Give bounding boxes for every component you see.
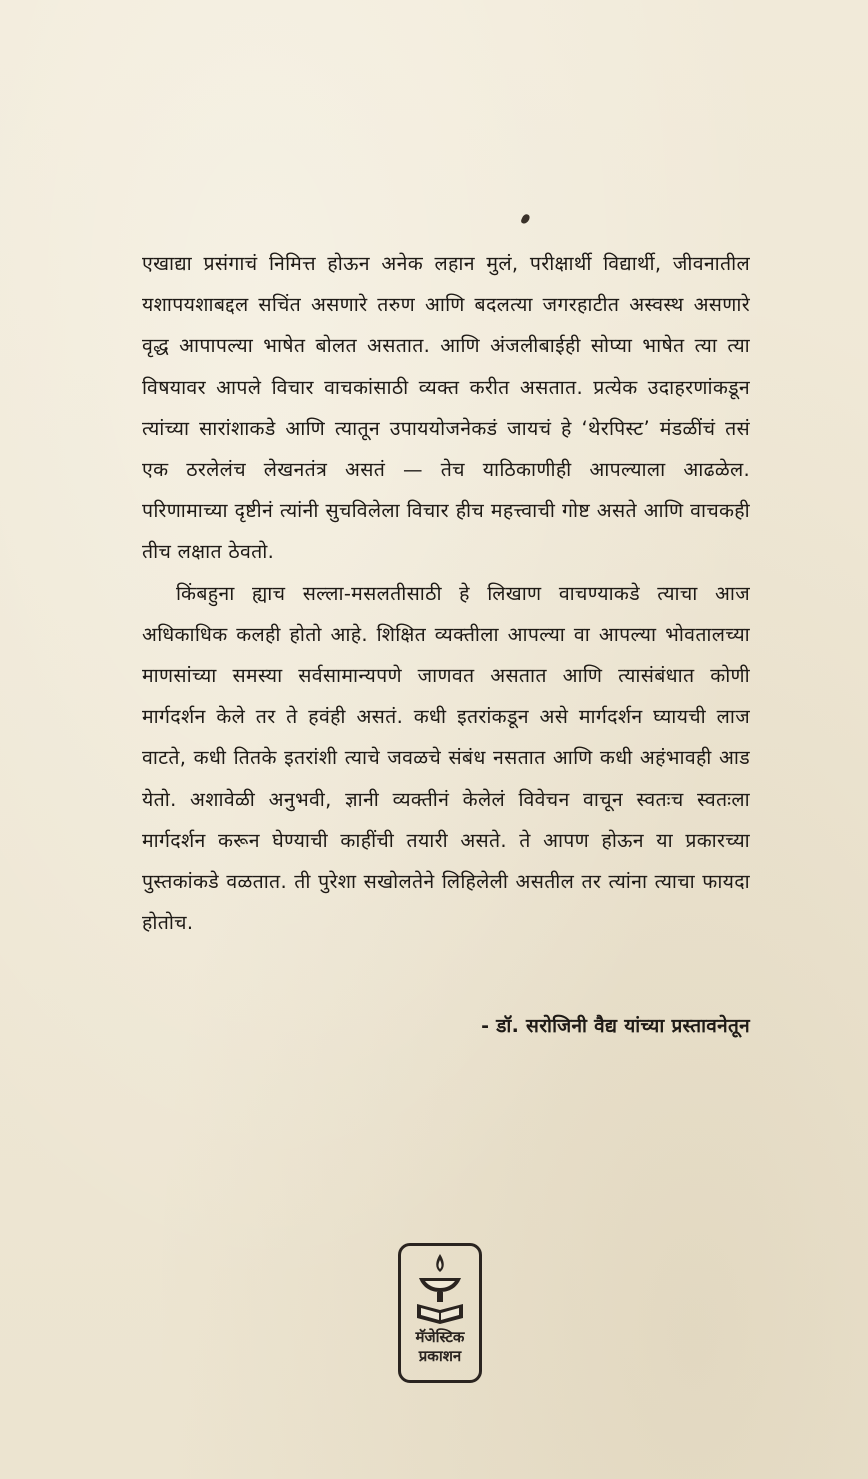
logo-text-line-1: मॅजेस्टिक [415, 1328, 465, 1346]
logo-text-line-2: प्रकाशन [418, 1347, 462, 1365]
publisher-logo [398, 1243, 482, 1383]
blurb-text [142, 243, 750, 943]
attribution-line: - डॉ. सरोजिनी वैद्य यांच्या प्रस्तावनेतून [481, 1015, 750, 1037]
blurb-paragraph-1: एखाद्या प्रसंगाचं निमित्त होऊन अनेक लहान मुलं, परीक्षार्थी विद्यार्थी, जीवनातील यशापयशाबद्दल सचिंत असणारे तरुण आणि बदलत्या जगरहाटीत अस्वस्थ असणारे वृद्ध आपापल्या भाषेत बोलत असतात. आणि अंजलीबाईही सोप्या भाषेत त्या त्या विषयावर आपले विचार वाचकांसाठी व्यक्त करीत असतात. प्रत्येक उदाहरणांकडून त्यांच्या सारांशाकडे आणि त्यातून उपाययोजनेकडं जायचं हे ‘थेरपिस्ट’ मंडळींचं तसं एक ठरलेलंच लेखनतंत्र असतं — तेच याठिकाणीही आपल्याला आढळेल. परिणामाच्या दृष्टीनं त्यांनी सुचविलेला विचार हीच महत्त्वाची गोष्ट असते आणि वाचकही तीच लक्षात ठेवतो. [142, 252, 750, 564]
blurb-paragraph-2: किंबहुना ह्याच सल्ला-मसलतीसाठी हे लिखाण वाचण्याकडे त्याचा आज अधिकाधिक कलही होतो आहे. शिक्षित व्यक्तीला आपल्या वा आपल्या भोवतालच्या माणसांच्या समस्या सर्वसामान्यपणे जाणवत असतात आणि त्यासंबंधात कोणी मार्गदर्शन केले तर ते हवंही असतं. कधी इतरांकडून असे मार्गदर्शन घ्यायची लाज वाटते, कधी तितके इतरांशी त्याचे जवळचे संबंध नसतात आणि कधी अहंभावही आड येतो. अशावेळी अनुभवी, ज्ञानी व्यक्तीनं केलेलं विवेचन वाचून स्वतःच स्वतःला मार्गदर्शन करून घेण्याची काहींची तयारी असते. ते आपण होऊन या प्रकारच्या पुस्तकांकडे वळतात. ती पुरेशा सखोलतेने लिहिलेली असतील तर त्यांना त्याचा फायदा होतोच. [142, 581, 750, 935]
ink-speck [520, 213, 531, 225]
lamp-icon [411, 1252, 469, 1328]
